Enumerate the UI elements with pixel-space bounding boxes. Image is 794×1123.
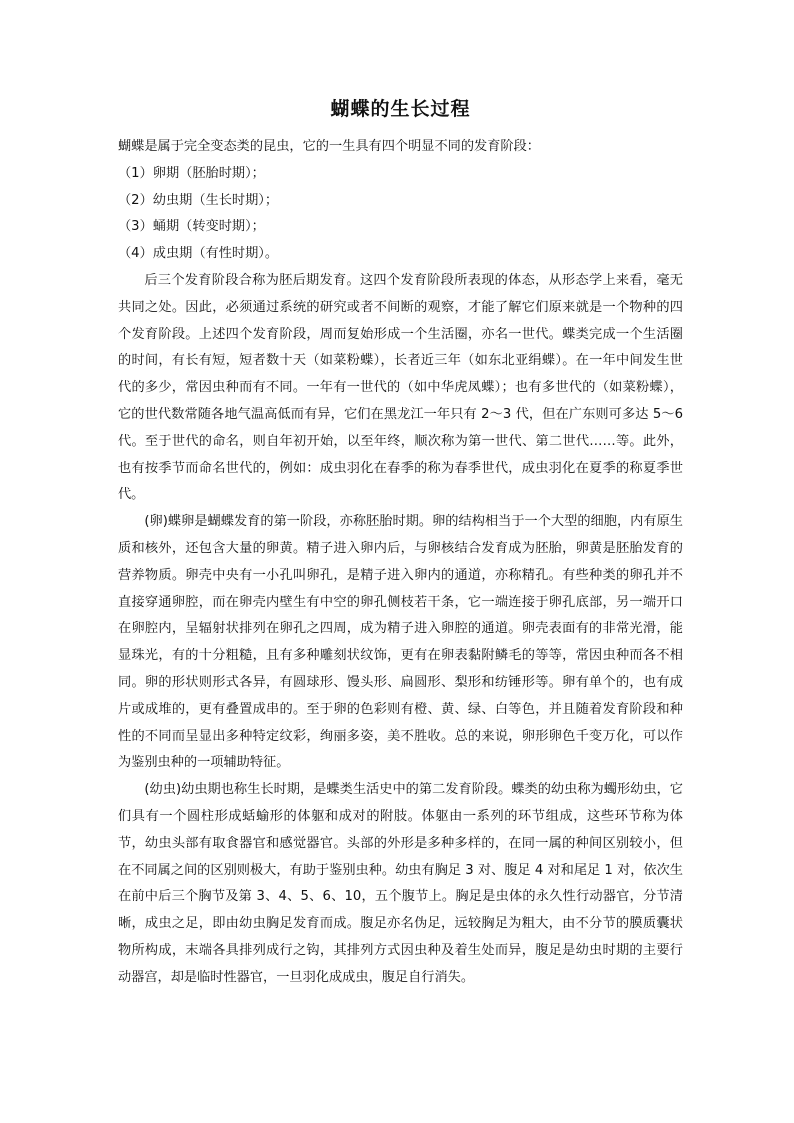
paragraph-larva: (幼虫)幼虫期也称生长时期，是蝶类生活史中的第二发育阶段。蝶类的幼虫称为蠋形幼虫，它们具有一个圆柱形成蛞蝓形的体躯和成对的附肢。体躯由一系列的环节组成，这些环节称为体节，幼虫头部有取食器官和感觉器官。头部的外形是多种多样的，在同一属的种间区别较小，但在不同属之间的区别则极大，有助于鉴别虫种。幼虫有胸足 3 对、腹足 4 对和尾足 1 对，依次生在前中后三个胸节及第 3、4、5、6、10，五个腹节上。胸足是虫体的永久性行动器官，分节清晰，成虫之足，即由幼虫胸足发育而成。腹足亦名伪足，远较胸足为粗大，由不分节的膜质囊状物所构成，末端各具排列成行之钩，其排列方式因虫种及着生处而异，腹足是幼虫时期的主要行动器宫，却是临时性器官，一旦羽化成成虫，腹足自行消失。 <box>118 782 683 985</box>
intro-paragraph: 蝴蝶是属于完全变态类的昆虫，它的一生具有四个明显不同的发育阶段： <box>118 139 540 154</box>
document-title: 蝴蝶的生长过程 <box>330 98 471 120</box>
stage-item-larva: （2）幼虫期（生长时期）； <box>118 192 279 208</box>
document-body <box>118 134 683 992</box>
paragraph-life-cycle: 后三个发育阶段合称为胚后期发育。这四个发育阶段所表现的体态，从形态学上来看，毫无共同之处。因此，必须通过系统的研究或者不间断的观察，才能了解它们原来就是一个物种的四个发育阶段。上述四个发育阶段，周而复始形成一个生活圈，亦名一世代。蝶类完成一个生活圈的时间，有长有短，短者数十天（如菜粉蝶），长者近三年（如东北亚绢蝶）。在一年中间发生世代的多少，常因虫种而有不同。一年有一世代的（如中华虎凤蝶）；也有多世代的（如菜粉蝶），它的世代数常随各地气温高低而有异，它们在黑龙江一年只有 2～3 代，但在广东则可多达 5～6 代。至于世代的命名，则自年初开始，以至年终，顺次称为第一世代、第二世代……等。此外，也有按季节而命名世代的，例如：成虫羽化在春季的称为春季世代，成虫羽化在夏季的称夏季世代。 <box>118 272 683 503</box>
stage-item-pupa: （3）蛹期（转变时期）； <box>118 219 265 235</box>
stage-item-egg: （1）卵期（胚胎时期）； <box>118 165 265 181</box>
stage-item-adult: （4）成虫期（有性时期）。 <box>118 246 279 262</box>
paragraph-egg: (卵)蝶卵是蝴蝶发育的第一阶段，亦称胚胎时期。卵的结构相当于一个大型的细胞，内有原生质和核外，还包含大量的卵黄。精子进入卵内后，与卵核结合发育成为胚胎，卵黄是胚胎发育的营养物质。卵壳中央有一小孔叫卵孔，是精子进入卵内的通道，亦称精孔。有些种类的卵孔并不直接穿通卵腔，而在卵壳内壁生有中空的卵孔侧枝若干条，它一端连接于卵孔底部，另一端开口在卵腔内，呈辐射状排列在卵孔之四周，成为精子进入卵腔的通道。卵壳表面有的非常光滑，能显珠光，有的十分粗糙，且有多种雕刻状纹饰，更有在卵表黏附鳞毛的等等，常因虫种而各不相同。卵的形状则形式各异，有圆球形、馒头形、扁圆形、梨形和纺锤形等。卵有单个的，也有成片或成堆的，更有叠置成串的。至于卵的色彩则有橙、黄、绿、白等色，并且随着发育阶段和种性的不同而呈显出多种特定纹彩，绚丽多姿，美不胜收。总的来说，卵形卵色千变万化，可以作为鉴别虫种的一项辅助特征。 <box>118 514 683 771</box>
